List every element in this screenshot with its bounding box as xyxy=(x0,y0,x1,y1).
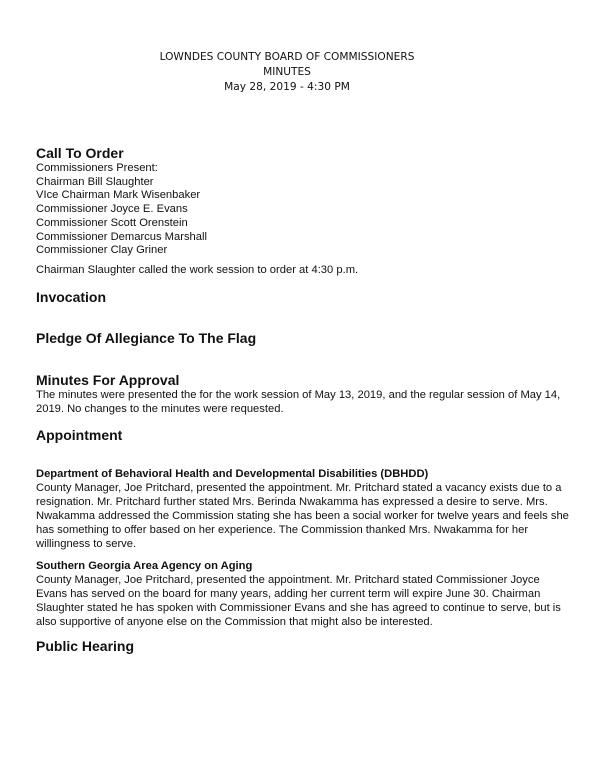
call-to-order-statement: Chairman Slaughter called the work session to order at 4:30 p.m. xyxy=(36,264,359,276)
commissioners-present-list xyxy=(36,162,576,258)
text-line: County Manager, Joe Pritchard, presented the appointment. Mr. Pritchard stated a vacancy exists due to a xyxy=(36,482,562,494)
appointment-text-aging xyxy=(36,574,576,630)
document-org-title: LOWNDES COUNTY BOARD OF COMMISSIONERS xyxy=(159,51,415,63)
present-line: Commissioner Scott Orenstein xyxy=(36,216,188,229)
heading-pledge: Pledge Of Allegiance To The Flag xyxy=(36,330,257,346)
heading-public-hearing: Public Hearing xyxy=(36,638,135,654)
present-line: Commissioner Clay Griner xyxy=(36,244,168,257)
present-line: Chairman Bill Slaughter xyxy=(36,175,154,188)
text-line: The minutes were presented the for the work session of May 13, 2019, and the regular session of May 14, xyxy=(36,389,561,401)
heading-invocation: Invocation xyxy=(36,289,107,305)
text-line: Slaughter stated he has spoken with Commissioner Evans and she has agreed to continue to serve, but is xyxy=(36,601,561,614)
heading-minutes-approval: Minutes For Approval xyxy=(36,372,180,388)
minutes-approval-text xyxy=(36,389,576,417)
present-line: VIce Chairman Mark Wisenbaker xyxy=(36,189,201,202)
text-line: 2019. No changes to the minutes were requested. xyxy=(36,402,284,415)
appointment-title-aging: Southern Georgia Area Agency on Aging xyxy=(36,560,253,572)
text-line: resignation. Mr. Pritchard further stated Mrs. Berinda Nwakamma has expressed a desire to serve. Mrs. xyxy=(36,495,548,508)
text-line: also supportive of anyone else on the Commission that might also be interested. xyxy=(36,615,433,628)
text-line: has something to offer based on her experience. The Commission thanked Mrs. Nwakamma for her xyxy=(36,523,529,536)
text-line: willingness to serve. xyxy=(36,537,137,550)
text-line: Nwakamma addressed the Commission stating she has been a social worker for twelve years and feels she xyxy=(36,509,569,522)
text-line: County Manager, Joe Pritchard, presented the appointment. Mr. Pritchard stated Commissioner Joyce xyxy=(36,574,540,586)
text-line: Evans has served on the board for many years, adding her current term will expire June 30. Chairman xyxy=(36,587,541,600)
present-line: Commissioners Present: xyxy=(36,162,158,174)
appointment-title-dbhdd: Department of Behavioral Health and Developmental Disabilities (DBHDD) xyxy=(36,468,429,480)
heading-call-to-order: Call To Order xyxy=(36,145,124,161)
heading-appointment: Appointment xyxy=(36,427,123,443)
present-line: Commissioner Joyce E. Evans xyxy=(36,203,188,216)
present-line: Commissioner Demarcus Marshall xyxy=(36,230,207,243)
meeting-date: May 28, 2019 - 4:30 PM xyxy=(224,81,350,93)
document-type: MINUTES xyxy=(263,66,311,78)
appointment-text-dbhdd xyxy=(36,482,576,552)
